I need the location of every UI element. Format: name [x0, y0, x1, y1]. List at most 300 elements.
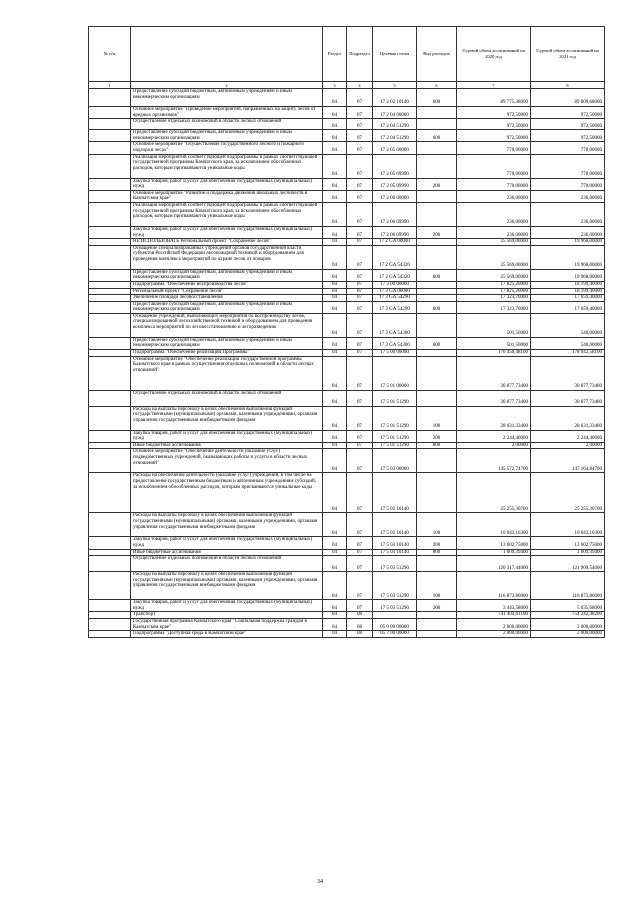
table-row [89, 390, 605, 406]
section-code-cell: 04 [323, 130, 347, 142]
amount-2020-cell: 25 569,00000 [457, 245, 531, 269]
section-code-cell: 04 [323, 119, 347, 130]
subsection-code-cell: 07 [347, 295, 373, 302]
subsection-code-cell: 07 [347, 390, 373, 406]
row-number-cell [89, 549, 131, 556]
amount-2020-cell: 116 873,86000 [457, 572, 531, 600]
header-expense-type: Вид расходов [417, 27, 457, 82]
section-code-cell: 04 [323, 549, 347, 556]
subsection-code-cell: 07 [347, 154, 373, 178]
row-number-cell [89, 89, 131, 107]
subsection-code-cell: 07 [347, 178, 373, 190]
subsection-code-cell: 07 [347, 313, 373, 337]
row-number-cell [89, 119, 131, 130]
amount-2021-cell: 30 877,73400 [531, 356, 605, 390]
section-code-cell: 04 [323, 350, 347, 357]
column-number-row [89, 82, 605, 89]
amount-2021-cell: 121 909,54000 [531, 556, 605, 572]
budget-table-sheet [88, 26, 604, 638]
row-name-cell: Закупка товаров, работ и услуг для обеспечения государственных (муниципальных) нужд [131, 178, 323, 190]
expense-type-cell [417, 281, 457, 288]
amount-2020-cell: 17 825,20000 [457, 281, 531, 288]
amount-2020-cell: 501,50000 [457, 337, 531, 349]
expense-type-cell [417, 356, 457, 390]
table-row [89, 281, 605, 288]
row-number-cell [89, 600, 131, 612]
target-article-cell: 05 7 00 00000 [373, 631, 417, 638]
table-row [89, 89, 605, 107]
amount-2020-cell: 1 609,39400 [457, 549, 531, 556]
table-row [89, 154, 605, 178]
amount-2020-cell: 17 825,20000 [457, 288, 531, 295]
row-number-cell [89, 288, 131, 295]
table-row [89, 269, 605, 281]
expense-type-cell [417, 612, 457, 619]
row-name-cell: Подпрограмма "Обеспечение реализации Программы" [131, 350, 323, 357]
amount-2020-cell: 2 000,00000 [457, 631, 531, 638]
section-code-cell: 04 [323, 537, 347, 549]
expense-type-cell [417, 245, 457, 269]
target-article-cell [373, 612, 417, 619]
row-number-cell [89, 430, 131, 442]
row-number-cell [89, 473, 131, 513]
expense-type-cell [417, 239, 457, 246]
target-article-cell: 17 2 GA 00000 [373, 239, 417, 246]
row-number-cell [89, 295, 131, 302]
section-code-cell: 04 [323, 89, 347, 107]
subsection-code-cell: 07 [347, 442, 373, 449]
expense-type-cell [417, 619, 457, 631]
target-article-cell: 17 2 05 09990 [373, 154, 417, 178]
amount-2020-cell: 2,00000 [457, 442, 531, 449]
table-row [89, 337, 605, 349]
row-number-cell [89, 190, 131, 202]
row-name-cell: Осуществление отдельных полномочий в области лесных отношений [131, 119, 323, 130]
target-article-cell: 17 5 03 10140 [373, 513, 417, 537]
table-row [89, 513, 605, 537]
amount-2021-cell: 754 242,48200 [531, 612, 605, 619]
section-code-cell: 04 [323, 406, 347, 430]
amount-2021-cell: 178 042,58100 [531, 350, 605, 357]
table-body [89, 89, 605, 638]
expense-type-cell: 600 [417, 337, 457, 349]
section-code-cell: 04 [323, 356, 347, 390]
subsection-code-cell: 07 [347, 537, 373, 549]
amount-2020-cell: 17 323,70000 [457, 301, 531, 313]
table-row [89, 537, 605, 549]
expense-type-cell [417, 295, 457, 302]
section-code-cell: 04 [323, 301, 347, 313]
table-row [89, 406, 605, 430]
expense-type-cell [417, 631, 457, 638]
expense-type-cell [417, 473, 457, 513]
expense-type-cell [417, 350, 457, 357]
target-article-cell: 17 2 06 00000 [373, 190, 417, 202]
row-name-cell: Предоставление субсидий бюджетным, автономным учреждениям и иным некоммерческим организациям [131, 269, 323, 281]
amount-2021-cell: 19 968,00000 [531, 269, 605, 281]
row-name-cell: Основное мероприятие "Осуществление государственного лесного и пожарного надзора в лесах" [131, 142, 323, 154]
amount-2021-cell: 18 199,40000 [531, 288, 605, 295]
expense-type-cell: 200 [417, 226, 457, 238]
row-name-cell: Основное мероприятие "Проведение мероприятий, направленных на защиту лесов от вредных организмов" [131, 107, 323, 119]
table-row [89, 202, 605, 226]
row-number-cell [89, 390, 131, 406]
target-article-cell: 17 5 03 51290 [373, 572, 417, 600]
table-row [89, 350, 605, 357]
row-number-cell [89, 556, 131, 572]
amount-2021-cell: 236,00000 [531, 202, 605, 226]
expense-type-cell: 600 [417, 269, 457, 281]
table-row [89, 442, 605, 449]
amount-2021-cell: 770,00000 [531, 178, 605, 190]
section-code-cell: 04 [323, 556, 347, 572]
section-code-cell: 04 [323, 513, 347, 537]
row-number-cell [89, 442, 131, 449]
row-number-cell [89, 239, 131, 246]
row-name-cell: Расходы на выплаты персоналу в целях обеспечения выполнения функций государственными (муниципальными) органами, казенными учреждениями, органами управления государственными внебюджетными фондами [131, 572, 323, 600]
amount-2021-cell: 972,50000 [531, 119, 605, 130]
target-article-cell: 17 2 04 51290 [373, 119, 417, 130]
target-article-cell: 17 2 04 51290 [373, 130, 417, 142]
expense-type-cell: 800 [417, 549, 457, 556]
amount-2021-cell: 2 000,00000 [531, 619, 605, 631]
amount-2020-cell: 770,00000 [457, 178, 531, 190]
amount-2021-cell: 770,00000 [531, 142, 605, 154]
header-number: № п/п [89, 27, 131, 82]
amount-2020-cell: 30 877,73400 [457, 356, 531, 390]
expense-type-cell: 200 [417, 430, 457, 442]
table-row [89, 295, 605, 302]
amount-2021-cell: 28 631,33400 [531, 406, 605, 430]
amount-2021-cell: 2,00000 [531, 442, 605, 449]
subsection-code-cell: 07 [347, 130, 373, 142]
amount-2020-cell: 120 317,44000 [457, 556, 531, 572]
section-code-cell: 04 [323, 154, 347, 178]
amount-2021-cell: 25 255,30700 [531, 473, 605, 513]
subsection-code-cell: 07 [347, 406, 373, 430]
column-number: 8 [531, 82, 605, 89]
row-number-cell [89, 269, 131, 281]
target-article-cell: 17 5 01 51290 [373, 430, 417, 442]
subsection-code-cell: 08 [347, 631, 373, 638]
target-article-cell: 17 3 GA 54300 [373, 337, 417, 349]
row-name-cell: Иные бюджетные ассигнования [131, 442, 323, 449]
section-code-cell: 04 [323, 612, 347, 619]
amount-2020-cell: 13 602,75000 [457, 537, 531, 549]
amount-2020-cell: 3 443,58000 [457, 600, 531, 612]
header-amount-2020: Годовой объем ассигнований на 2020 год [457, 27, 531, 82]
section-code-cell: 04 [323, 281, 347, 288]
table-row [89, 600, 605, 612]
target-article-cell: 17 5 03 51290 [373, 556, 417, 572]
row-number-cell [89, 245, 131, 269]
row-name-cell: Предоставление субсидий бюджетным, автономным учреждениям и иным некоммерческим организациям [131, 301, 323, 313]
amount-2020-cell: 28 631,33400 [457, 406, 531, 430]
header-target-article: Целевая статья [373, 27, 417, 82]
header-amount-2021: Годовой объем ассигнований на 2021 год [531, 27, 605, 82]
table-row [89, 301, 605, 313]
row-number-cell [89, 142, 131, 154]
row-name-cell: Закупка товаров, работ и услуг для обеспечения государственных (муниципальных) нужд [131, 430, 323, 442]
amount-2020-cell: 17 323,70000 [457, 295, 531, 302]
amount-2021-cell: 13 602,75000 [531, 537, 605, 549]
subsection-code-cell: 08 [347, 619, 373, 631]
row-number-cell [89, 619, 131, 631]
expense-type-cell [417, 107, 457, 119]
subsection-code-cell: 07 [347, 572, 373, 600]
section-code-cell: 04 [323, 245, 347, 269]
expense-type-cell [417, 154, 457, 178]
expense-type-cell [417, 119, 457, 130]
table-row [89, 612, 605, 619]
page-number: 34 [317, 879, 323, 885]
row-number-cell [89, 513, 131, 537]
amount-2020-cell: 501,50000 [457, 313, 531, 337]
expense-type-cell: 100 [417, 572, 457, 600]
row-number-cell [89, 631, 131, 638]
expense-type-cell: 200 [417, 600, 457, 612]
section-code-cell: 04 [323, 600, 347, 612]
section-code-cell: 04 [323, 313, 347, 337]
amount-2021-cell: 540,00000 [531, 337, 605, 349]
amount-2021-cell: 540,00000 [531, 313, 605, 337]
table-row [89, 473, 605, 513]
row-number-cell [89, 178, 131, 190]
section-code-cell: 04 [323, 449, 347, 473]
row-name-cell: Региональный проект "Сохранение лесов" [131, 288, 323, 295]
amount-2021-cell: 30 877,73400 [531, 390, 605, 406]
row-name-cell: Подпрограмма "Обеспечение воспроизводства лесов" [131, 281, 323, 288]
expense-type-cell [417, 449, 457, 473]
target-article-cell: 05 0 00 00000 [373, 619, 417, 631]
amount-2021-cell: 116 873,86000 [531, 572, 605, 600]
amount-2020-cell: 741 404,61100 [457, 612, 531, 619]
row-name-cell: Иные бюджетные ассигнования [131, 549, 323, 556]
column-number: 1 [89, 82, 131, 89]
section-code-cell: 04 [323, 239, 347, 246]
target-article-cell: 17 5 00 00000 [373, 350, 417, 357]
row-name-cell: Закупка товаров, работ и услуг для обеспечения государственных (муниципальных) нужд [131, 537, 323, 549]
row-name-cell: Основное мероприятие "Развитие и поддержка движения школьных лесничеств в Камчатском крае" [131, 190, 323, 202]
amount-2020-cell: 10 043,16300 [457, 513, 531, 537]
expense-type-cell [417, 190, 457, 202]
amount-2020-cell: 2 000,00000 [457, 619, 531, 631]
expense-type-cell [417, 288, 457, 295]
expense-type-cell: 600 [417, 130, 457, 142]
table-row [89, 556, 605, 572]
target-article-cell: 17 5 03 51290 [373, 600, 417, 612]
section-code-cell: 04 [323, 226, 347, 238]
row-number-cell [89, 350, 131, 357]
expense-type-cell [417, 142, 457, 154]
target-article-cell: 17 3 GA 54300 [373, 313, 417, 337]
target-article-cell: 17 2 GA 54320 [373, 269, 417, 281]
row-name-cell: Реализация мероприятий соответствующей подпрограммы в рамках соответствующей государственной программы Камчатского края, за исключением обособленных расходов, которым присваиваются уникальные коды [131, 202, 323, 226]
table-row [89, 142, 605, 154]
target-article-cell: 17 2 02 10140 [373, 89, 417, 107]
row-number-cell [89, 337, 131, 349]
table-row [89, 190, 605, 202]
section-code-cell: 04 [323, 288, 347, 295]
section-code-cell: 04 [323, 202, 347, 226]
amount-2020-cell: 25 255,30700 [457, 473, 531, 513]
amount-2021-cell: 17 659,40000 [531, 301, 605, 313]
row-number-cell [89, 449, 131, 473]
amount-2020-cell: 2 244,40000 [457, 430, 531, 442]
column-number: 6 [417, 82, 457, 89]
section-code-cell: 04 [323, 142, 347, 154]
expense-type-cell: 100 [417, 513, 457, 537]
table-row [89, 119, 605, 130]
expense-type-cell: 600 [417, 89, 457, 107]
table-row [89, 449, 605, 473]
amount-2020-cell: 972,50000 [457, 107, 531, 119]
target-article-cell: 17 5 01 51290 [373, 390, 417, 406]
section-code-cell: 04 [323, 269, 347, 281]
subsection-code-cell: 07 [347, 245, 373, 269]
target-article-cell: 17 5 01 51290 [373, 442, 417, 449]
expense-type-cell [417, 313, 457, 337]
target-article-cell: 17 3 00 00000 [373, 281, 417, 288]
amount-2020-cell: 30 877,73400 [457, 390, 531, 406]
subsection-code-cell: 07 [347, 350, 373, 357]
expense-type-cell: 200 [417, 537, 457, 549]
subsection-code-cell: 07 [347, 301, 373, 313]
row-name-cell: Осуществление отдельных полномочий в области лесных отношений [131, 556, 323, 572]
subsection-code-cell: 07 [347, 281, 373, 288]
header-name [131, 27, 323, 82]
row-name-cell: Закупка товаров, работ и услуг для обеспечения государственных (муниципальных) нужд [131, 226, 323, 238]
amount-2021-cell: 17 659,40000 [531, 295, 605, 302]
target-article-cell: 17 2 06 09990 [373, 202, 417, 226]
expense-type-cell: 100 [417, 406, 457, 430]
amount-2021-cell: 2 244,40000 [531, 430, 605, 442]
table-row [89, 313, 605, 337]
row-name-cell: НЕ ИСПОЛЬЗОВАТЬ Региональный проект "Сохранение лесов" [131, 239, 323, 246]
table-row [89, 239, 605, 246]
row-name-cell: Реализация мероприятий соответствующей подпрограммы в рамках соответствующей государственной программы Камчатского края, за исключением обособленных расходов, которым присваиваются уникальные коды [131, 154, 323, 178]
expense-type-cell: 600 [417, 301, 457, 313]
subsection-code-cell: 07 [347, 556, 373, 572]
target-article-cell: 17 5 03 10140 [373, 537, 417, 549]
subsection-code-cell: 07 [347, 107, 373, 119]
row-name-cell: Предоставление субсидий бюджетным, автономным учреждениям и иным некоммерческим организациям [131, 89, 323, 107]
section-code-cell: 04 [323, 390, 347, 406]
subsection-code-cell: 08 [347, 612, 373, 619]
amount-2021-cell: 147 164,84700 [531, 449, 605, 473]
amount-2020-cell: 770,00000 [457, 142, 531, 154]
row-name-cell: Транспорт [131, 612, 323, 619]
section-code-cell: 04 [323, 337, 347, 349]
subsection-code-cell: 07 [347, 356, 373, 390]
subsection-code-cell: 07 [347, 269, 373, 281]
amount-2021-cell: 236,00000 [531, 226, 605, 238]
section-code-cell: 04 [323, 631, 347, 638]
table-row [89, 356, 605, 390]
table-row [89, 288, 605, 295]
amount-2021-cell: 10 043,16300 [531, 513, 605, 537]
row-number-cell [89, 572, 131, 600]
row-name-cell: Подпрограмма "Доступная среда в Камчатском крае" [131, 631, 323, 638]
table-row [89, 430, 605, 442]
table-row [89, 572, 605, 600]
table-row [89, 549, 605, 556]
amount-2021-cell: 19 968,00000 [531, 239, 605, 246]
amount-2021-cell: 89 809,68000 [531, 89, 605, 107]
expense-type-cell [417, 556, 457, 572]
row-number-cell [89, 537, 131, 549]
section-code-cell: 04 [323, 619, 347, 631]
section-code-cell: 04 [323, 107, 347, 119]
amount-2020-cell: 89 775,38000 [457, 89, 531, 107]
amount-2021-cell: 5 035,68000 [531, 600, 605, 612]
subsection-code-cell: 07 [347, 473, 373, 513]
subsection-code-cell: 07 [347, 430, 373, 442]
amount-2021-cell: 236,00000 [531, 190, 605, 202]
row-number-cell [89, 107, 131, 119]
target-article-cell: 17 5 01 51290 [373, 406, 417, 430]
subsection-code-cell: 07 [347, 226, 373, 238]
target-article-cell: 17 3 GA 54290 [373, 301, 417, 313]
amount-2020-cell: 972,50000 [457, 130, 531, 142]
row-name-cell: Расходы на выплаты персоналу в целях обеспечения выполнения функций государственными (муниципальными) органами, казенными учреждениями, органами управления государственными внебюджетными фондами [131, 513, 323, 537]
section-code-cell: 04 [323, 178, 347, 190]
row-number-cell [89, 202, 131, 226]
expense-type-cell: 200 [417, 178, 457, 190]
row-name-cell: Оснащение учреждений, выполняющих мероприятия по воспроизводству лесов, специализированной лесохозяйственной техникой и оборудованием для проведения комплекса мероприятий по лесовосстановлению и лесоразведению [131, 313, 323, 337]
row-name-cell: Увеличение площади лесовосстановления [131, 295, 323, 302]
subsection-code-cell: 07 [347, 513, 373, 537]
column-number: 3 [323, 82, 347, 89]
row-name-cell: Основное мероприятие "Обеспечение деятельности (оказание услуг) подведомственных учреждений, оказывающих работы и услуги в области лесных отношений" [131, 449, 323, 473]
amount-2020-cell: 25 569,00000 [457, 239, 531, 246]
row-name-cell: Государственная программа Камчатского края "Социальная поддержка граждан в Камчатском крае" [131, 619, 323, 631]
row-number-cell [89, 313, 131, 337]
subsection-code-cell: 07 [347, 202, 373, 226]
row-name-cell: Закупка товаров, работ и услуг для обеспечения государственных (муниципальных) нужд [131, 600, 323, 612]
target-article-cell: 17 3 GA 54290 [373, 295, 417, 302]
subsection-code-cell: 07 [347, 190, 373, 202]
amount-2021-cell: 972,50000 [531, 107, 605, 119]
amount-2020-cell: 236,00000 [457, 202, 531, 226]
subsection-code-cell: 07 [347, 549, 373, 556]
table-row [89, 631, 605, 638]
amount-2021-cell: 18 199,40000 [531, 281, 605, 288]
expense-type-cell [417, 202, 457, 226]
row-number-cell [89, 356, 131, 390]
amount-2020-cell: 25 569,00000 [457, 269, 531, 281]
table-row [89, 178, 605, 190]
amount-2021-cell: 2 000,00000 [531, 631, 605, 638]
column-number: 4 [347, 82, 373, 89]
amount-2021-cell: 19 968,00000 [531, 245, 605, 269]
table-row [89, 107, 605, 119]
target-article-cell: 17 2 06 09990 [373, 226, 417, 238]
table-row [89, 245, 605, 269]
amount-2020-cell: 145 572,74700 [457, 449, 531, 473]
section-code-cell: 04 [323, 295, 347, 302]
amount-2020-cell: 176 450,48100 [457, 350, 531, 357]
subsection-code-cell: 07 [347, 600, 373, 612]
header-section: Раздел [323, 27, 347, 82]
target-article-cell: 17 2 05 00000 [373, 142, 417, 154]
row-number-cell [89, 406, 131, 430]
subsection-code-cell: 07 [347, 119, 373, 130]
column-number: 2 [131, 82, 323, 89]
section-code-cell: 04 [323, 473, 347, 513]
row-number-cell [89, 154, 131, 178]
subsection-code-cell: 07 [347, 89, 373, 107]
